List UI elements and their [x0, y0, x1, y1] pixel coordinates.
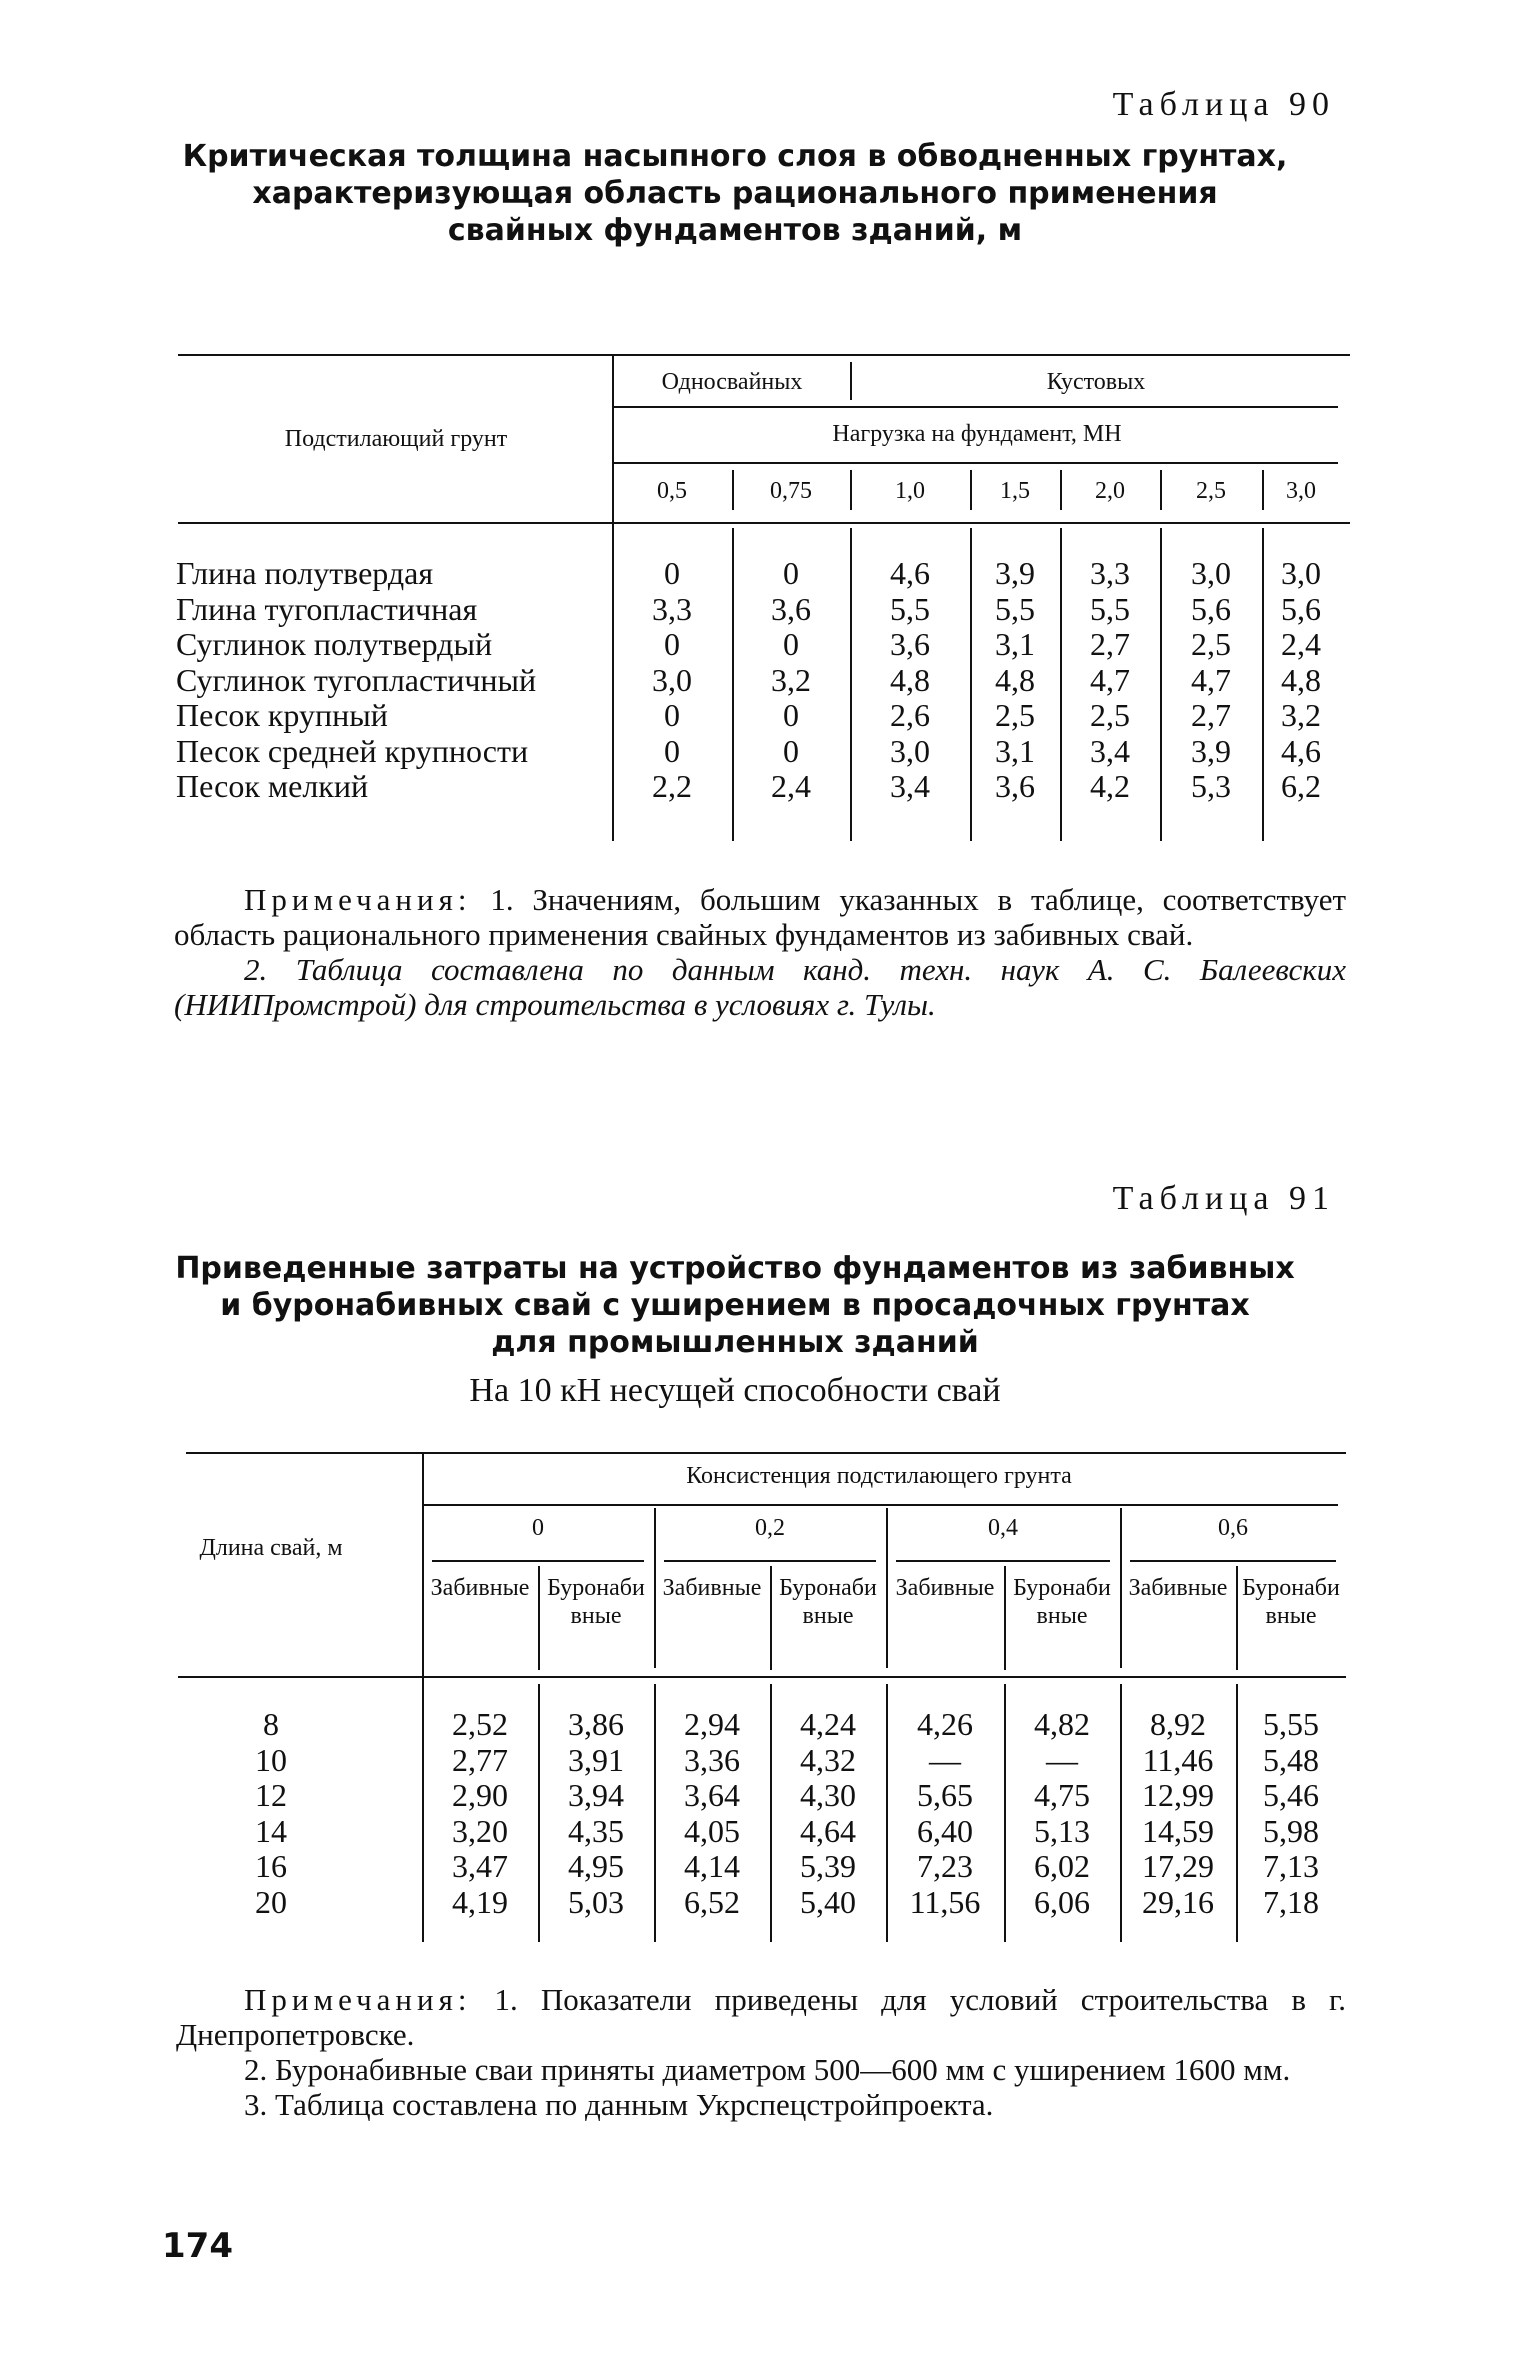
table-91-cell: 3,36	[684, 1741, 740, 1778]
table-91-cell: 3,64	[684, 1777, 740, 1813]
table-91-cell: 29,16	[1142, 1883, 1214, 1920]
table-91-cell: 3,20	[452, 1812, 508, 1849]
table-91-cell: 6,52	[684, 1883, 740, 1920]
table-91-note-1-text: 1. Показатели приведены для условий строительства в г. Днепропетровске.	[176, 1982, 1346, 2052]
table-91-subcolumn-divider	[1004, 1566, 1006, 1670]
table-91-cell: 5,65	[917, 1777, 973, 1813]
table-90-label: Таблица 90	[1112, 86, 1335, 123]
table-90-cell: 4,7	[1090, 661, 1130, 698]
table-91-type-driven: Забивные	[1128, 1575, 1228, 1601]
table-90-cell: 3,9	[1191, 732, 1231, 769]
table-91-cell: 3,91	[568, 1741, 624, 1778]
table-91-title-line-2: и буронабивных свай с уширением в просадочных грунтах	[220, 1288, 1250, 1323]
table-91-stub-header: Длина свай, м	[199, 1535, 343, 1561]
table-91-cell: 17,29	[1142, 1848, 1214, 1884]
table-90-cell: 4,6	[1281, 732, 1321, 769]
table-91-cell: 3,86	[568, 1706, 624, 1742]
table-91-cell: —	[929, 1741, 961, 1778]
table-90-load-value: 1,5	[1000, 478, 1030, 504]
table-91-cell: 3,47	[452, 1848, 508, 1884]
table-90-cell: 3,4	[1090, 732, 1130, 769]
table-91-cell: 3,94	[568, 1777, 624, 1813]
table-91-cell: 4,26	[917, 1706, 973, 1742]
table-91-cell: 6,02	[1034, 1848, 1090, 1884]
table-91-cell: 7,13	[1263, 1848, 1319, 1884]
table-90-cell: 5,5	[890, 590, 930, 627]
table-91-subcolumn-divider	[770, 1566, 772, 1670]
table-91-cell: 4,19	[452, 1883, 508, 1920]
table-90-cell: 2,4	[771, 768, 811, 804]
table-90-soil-label: Песок крупный	[176, 697, 388, 733]
table-91-consistency-value: 0,4	[988, 1515, 1018, 1541]
table-90-cell: 3,9	[995, 555, 1035, 591]
table-91-title	[140, 1250, 1330, 1361]
table-91-type-bored: Буронабивные	[779, 1575, 877, 1629]
table-91-cell: 12,99	[1142, 1777, 1214, 1813]
table-90-cell: 3,1	[995, 626, 1035, 662]
table-91-subcolumn-divider	[538, 1566, 540, 1670]
table-90-load-rule	[612, 462, 1338, 464]
table-90-cell: 5,6	[1281, 590, 1321, 627]
table-90-load-value: 2,5	[1196, 478, 1226, 504]
table-91-subgroup-rule	[896, 1560, 1110, 1562]
table-90-soil-label: Песок мелкий	[176, 768, 369, 804]
table-90-cell: 5,6	[1191, 590, 1231, 627]
table-90-cell: 3,6	[995, 768, 1035, 804]
table-91-cell: 8,92	[1150, 1706, 1206, 1742]
table-91-note-3: 3. Таблица составлена по данным Укрспецстройпроекта.	[244, 2087, 994, 2122]
table-91-cell: 5,55	[1263, 1706, 1319, 1742]
table-90-cell: 3,0	[652, 661, 692, 698]
table-91-cell: 5,46	[1263, 1777, 1319, 1813]
table-91-type-bored: Буронабивные	[547, 1575, 645, 1629]
table-91-length: 12	[255, 1777, 287, 1813]
table-90-title-line-3: свайных фундаментов зданий, м	[447, 213, 1023, 248]
table-91-subtitle: На 10 кН несущей способности свай	[469, 1372, 1001, 1409]
table-90-note-2: 2. Таблица составлена по данным канд. техн. наук А. С. Балеевских (НИИПромстрой) для строительства в условиях г. Тулы.	[174, 952, 1346, 1022]
table-90-group-rule	[612, 406, 1338, 408]
table-90-cell: 2,5	[1191, 626, 1231, 662]
table-90-cell: 0	[664, 697, 680, 733]
table-91-length: 8	[263, 1706, 279, 1742]
table-91-length: 20	[255, 1883, 287, 1920]
table-90-cell: 3,4	[890, 768, 930, 804]
table-91-type-bored: Буронабивные	[1013, 1575, 1111, 1629]
table-90-load-value: 3,0	[1286, 478, 1316, 504]
table-91-consistency-value: 0,2	[755, 1515, 785, 1541]
table-90-cell: 0	[664, 626, 680, 662]
table-90-load-value: 0,5	[657, 478, 687, 504]
table-90-cell: 2,6	[890, 697, 930, 733]
table-90-cell: 0	[783, 626, 799, 662]
table-91-title-line-3: для промышленных зданий	[491, 1325, 979, 1360]
table-91-cell: 5,03	[568, 1883, 624, 1920]
table-91-type-driven: Забивные	[895, 1575, 995, 1601]
table-91-cell: 2,77	[452, 1741, 508, 1778]
table-90-title	[140, 138, 1330, 249]
table-90-cell: 2,5	[995, 697, 1035, 733]
table-90-cell: 4,8	[890, 661, 930, 698]
table-91-cell: 6,40	[917, 1812, 973, 1849]
table-90-cell: 3,1	[995, 732, 1035, 769]
table-91-cell: 4,14	[684, 1848, 740, 1884]
table-91-cell: 4,82	[1034, 1706, 1090, 1742]
table-91-label: Таблица 91	[1112, 1180, 1335, 1217]
table-91-subcolumn-divider	[886, 1564, 888, 1668]
table-90-cell: 2,7	[1090, 626, 1130, 662]
table-91-cell: 6,06	[1034, 1883, 1090, 1920]
table-90-cell: 4,8	[1281, 661, 1321, 698]
table-91-cell: 7,18	[1263, 1883, 1319, 1920]
table-91-cell: 4,75	[1034, 1777, 1090, 1813]
table-90-cell: 5,5	[1090, 590, 1130, 627]
table-91-consistency-value: 0,6	[1218, 1515, 1248, 1541]
table-91-title-line-1: Приведенные затраты на устройство фундаментов из забивных	[175, 1251, 1295, 1286]
table-91-cell: 4,64	[800, 1812, 856, 1849]
table-90-cell: 6,2	[1281, 768, 1321, 804]
table-91-cell: 4,05	[684, 1812, 740, 1849]
table-90-group-cluster: Кустовых	[1046, 369, 1146, 395]
table-91-type-driven: Забивные	[662, 1575, 762, 1601]
table-90-cell: 4,8	[995, 661, 1035, 698]
table-91-cell: 5,39	[800, 1848, 856, 1884]
table-90-top-rule	[178, 354, 1350, 356]
table-90-cell: 3,2	[1281, 697, 1321, 733]
table-90-cell: 3,6	[771, 590, 811, 627]
table-90-load-value: 0,75	[770, 478, 812, 504]
table-90-cell: 3,3	[652, 590, 692, 627]
table-90-cell: 3,3	[1090, 555, 1130, 591]
table-90-cell: 0	[664, 732, 680, 769]
table-90-soil-label: Глина тугопластичная	[176, 590, 478, 627]
table-90-cell: 3,0	[890, 732, 930, 769]
table-91-cell: 11,46	[1142, 1741, 1214, 1778]
table-91-cell: 2,52	[452, 1706, 508, 1742]
table-91-cell: 4,30	[800, 1777, 856, 1813]
table-91-cell: 7,23	[917, 1848, 973, 1884]
table-90-cell: 3,0	[1281, 555, 1321, 591]
table-91-length: 10	[255, 1741, 287, 1778]
table-90-cell: 3,6	[890, 626, 930, 662]
table-91-type-bored: Буронабивные	[1242, 1575, 1340, 1629]
table-90-notes	[174, 882, 1346, 1022]
table-90-cell: 5,3	[1191, 768, 1231, 804]
table-91-type-driven: Забивные	[430, 1575, 530, 1601]
table-91-subcolumn-divider	[654, 1564, 656, 1668]
table-91-note-1	[176, 1982, 1346, 2052]
table-91-length: 16	[255, 1848, 287, 1884]
page-number: 174	[162, 2226, 233, 2266]
table-90-load-header: Нагрузка на фундамент, МН	[832, 421, 1122, 447]
table-90-notes-lead: Примечания:	[244, 882, 472, 917]
table-91-cell: —	[1046, 1741, 1078, 1778]
table-91-cell: 5,48	[1263, 1741, 1319, 1778]
table-91-notes-lead: Примечания:	[244, 1982, 472, 2017]
table-91-cell: 4,24	[800, 1706, 856, 1742]
table-90-group-single: Односвайных	[661, 369, 803, 395]
table-91-cell: 2,94	[684, 1706, 740, 1742]
table-91-cell: 4,35	[568, 1812, 624, 1849]
table-90-load-value: 1,0	[895, 478, 925, 504]
table-90-soil-label: Глина полутвердая	[176, 555, 434, 591]
table-90-cell: 3,0	[1191, 555, 1231, 591]
table-91-cell: 11,56	[909, 1883, 981, 1920]
table-90-cell: 3,2	[771, 661, 811, 698]
table-90-title-line-2: характеризующая область рационального применения	[252, 176, 1218, 211]
table-91-cell: 5,98	[1263, 1812, 1319, 1849]
table-91-note-2: 2. Буронабивные сваи приняты диаметром 500—600 мм с уширением 1600 мм.	[244, 2052, 1291, 2087]
table-90-cell: 0	[783, 555, 799, 591]
table-91-cell: 4,95	[568, 1848, 624, 1884]
table-91-consistency-value: 0	[532, 1515, 544, 1541]
table-90-soil-label: Суглинок тугопластичный	[176, 661, 537, 698]
table-90-note-1-text: 1. Значениям, большим указанных в таблице, соответствует область рационального применения свайных фундаментов из забивных свай.	[174, 882, 1346, 952]
table-90-stub-header: Подстилающий грунт	[284, 426, 508, 452]
table-91-cell: 2,90	[452, 1777, 508, 1813]
table-90-cell: 2,2	[652, 768, 692, 804]
table-90-load-value: 2,0	[1095, 478, 1125, 504]
table-90-cell: 2,4	[1281, 626, 1321, 662]
table-91-consistency-header: Консистенция подстилающего грунта	[686, 1463, 1072, 1489]
table-90-cell: 0	[783, 697, 799, 733]
table-90-soil-label: Песок средней крупности	[176, 732, 529, 769]
table-91-length: 14	[255, 1812, 287, 1849]
table-90-cell: 5,5	[995, 590, 1035, 627]
table-90-cell: 2,7	[1191, 697, 1231, 733]
table-90-title-line-1: Критическая толщина насыпного слоя в обводненных грунтах,	[182, 139, 1288, 174]
table-90-cell: 0	[783, 732, 799, 769]
table-91-cell: 5,13	[1034, 1812, 1090, 1849]
table-90-cell: 4,6	[890, 555, 930, 591]
table-91-subcolumn-divider	[1236, 1566, 1238, 1670]
table-91-subgroup-rule	[432, 1560, 644, 1562]
table-91-notes	[176, 1982, 1346, 2122]
table-91-subgroup-rule	[664, 1560, 876, 1562]
table-91-cell: 5,40	[800, 1883, 856, 1920]
table-90-cell: 2,5	[1090, 697, 1130, 733]
table-90-header-bottom-rule	[178, 522, 1350, 524]
table-91-cell: 14,59	[1142, 1812, 1214, 1849]
table-90-note-1	[174, 882, 1346, 952]
table-91-cell: 4,32	[800, 1741, 856, 1778]
table-90-cell: 4,7	[1191, 661, 1231, 698]
table-90-cell: 0	[664, 555, 680, 591]
table-91-subgroup-rule	[1130, 1560, 1336, 1562]
table-91-subcolumn-divider	[1120, 1564, 1122, 1668]
table-91-top-rule	[186, 1452, 1346, 1454]
table-91-consistency-rule	[422, 1504, 1338, 1506]
table-91-header-bottom-rule	[178, 1676, 1346, 1678]
table-90-cell: 4,2	[1090, 768, 1130, 804]
table-90-soil-label: Суглинок полутвердый	[176, 626, 493, 662]
